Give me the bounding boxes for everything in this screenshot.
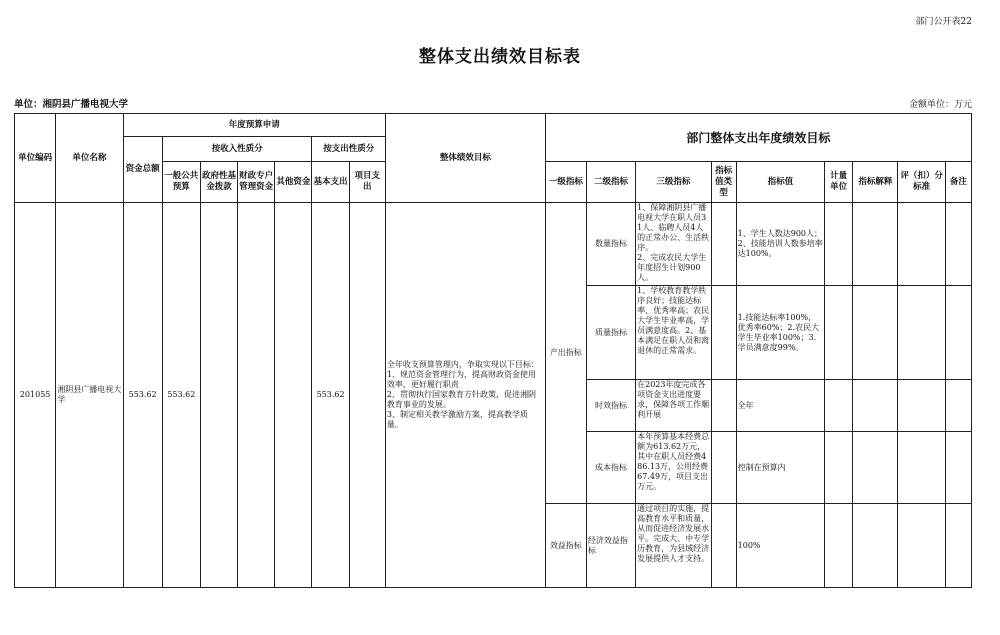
header-total: 资金总额 [123,137,162,203]
cell-project-expense [349,203,385,588]
indicator-level3: 在2023年度完成各项资金支出进度要求，保障各项工作顺利开展 [637,380,710,419]
header-level2: 二级指标 [586,162,635,203]
header-level3: 三级指标 [636,162,711,203]
indicator-value-type [711,432,736,504]
header-gov-fund: 政府性基金拨款 [200,162,237,203]
form-number: 部门公开表22 [915,17,972,27]
cell-other-funds [275,203,312,588]
header-scoring: 评（扣）分标准 [898,162,945,203]
cell-fiscal-special [238,203,275,588]
header-unit-code: 单位编码 [15,114,56,203]
indicator-value-type [711,286,736,380]
cell-unit-name: 湘阴县广播电视大学 [56,203,123,588]
amount-unit-label: 金额单位：万元 [908,100,972,110]
header-basic-expense: 基本支出 [312,162,349,203]
header-project-expense: 项目支出 [349,162,385,203]
header-other-funds: 其他资金 [275,162,312,203]
indicator-level3: 本年预算基本经费总额为613.62万元，其中在职人员经费486.13万，公用经费67.49万，项目支出万元。 [637,432,710,491]
indicator-level2: 数量指标 [586,203,635,286]
indicator-level3: 1、学校教育教学秩序良好；技能达标率、优秀率高；农民大学生毕业率高，学员满意度高。2、基本满足在职人员和离退休的正常需求。 [637,286,710,355]
performance-goal-table [14,113,972,588]
indicator-value: 1、学生人数达900人；2、技能培训人数参培率达100%。 [736,203,824,286]
cell-total: 553.62 [123,203,162,588]
header-by-income: 按收入性质分 [162,137,312,162]
cell-unit-code: 201055 [15,203,56,588]
header-explain: 指标解释 [853,162,898,203]
header-fiscal-special: 财政专户管理资金 [238,162,275,203]
header-remark: 备注 [945,162,971,203]
header-dept-goal: 部门整体支出年度绩效目标 [545,114,971,162]
indicator-value: 100% [736,504,824,588]
header-general-public: 一般公共预算 [162,162,200,203]
header-by-expense: 按支出性质分 [312,137,385,162]
indicator-value: 全年 [736,380,824,432]
header-overall-goal: 整体绩效目标 [385,114,545,203]
unit-label: 单位：湘阴县广播电视大学 [14,99,129,110]
cell-gov-fund [200,203,237,588]
document-title: 整体支出绩效目标表 [419,47,581,67]
indicator-level2: 经济效益指标 [586,504,635,588]
cell-general-public: 553.62 [162,203,200,588]
cell-basic-expense: 553.62 [312,203,349,588]
indicator-value: 控制在预算内 [736,432,824,504]
indicator-level1-benefit: 效益指标 [545,504,586,588]
header-annual-budget: 年度预算申请 [123,114,385,137]
indicator-level2: 成本指标 [586,432,635,504]
header-unit-measure: 计量单位 [825,162,853,203]
header-level1: 一级指标 [545,162,586,203]
indicator-level3: 1、保障湘阴县广播电视大学在职人员31人、临聘人员4人的正常办公、生活秩序。 2、完成农民大学生年度招生计划900人。 [637,203,710,282]
indicator-level3: 通过项目的实施，提高教育水平和质量，从而促进经济发展水平。完成大、中专学历教育，为县域经济发展提供人才支持。 [637,504,710,563]
indicator-level1-output: 产出指标 [545,203,586,504]
indicator-level2: 时效指标 [586,380,635,432]
cell-overall-goal: 全年收支预算管理内，争取实现以下目标： 1、规范资金管理行为，提高财政资金使用效率，更好履行职责 2、贯彻执行国家教育方针政策，促进湘阴教育事业的发展。 3、制定相关教学激励方案，提高教学质量。 [385,203,545,588]
indicator-value-type [711,504,736,588]
header-value: 指标值 [736,162,824,203]
indicator-value-type [711,203,736,286]
header-unit-name: 单位名称 [56,114,123,203]
indicator-level2: 质量指标 [586,286,635,380]
indicator-value: 1.技能达标率100%，优秀率60%；2.农民大学生毕业率100%；3.学员满意度99%。 [736,286,824,380]
header-value-type: 指标值类型 [711,162,736,203]
indicator-value-type [711,380,736,432]
